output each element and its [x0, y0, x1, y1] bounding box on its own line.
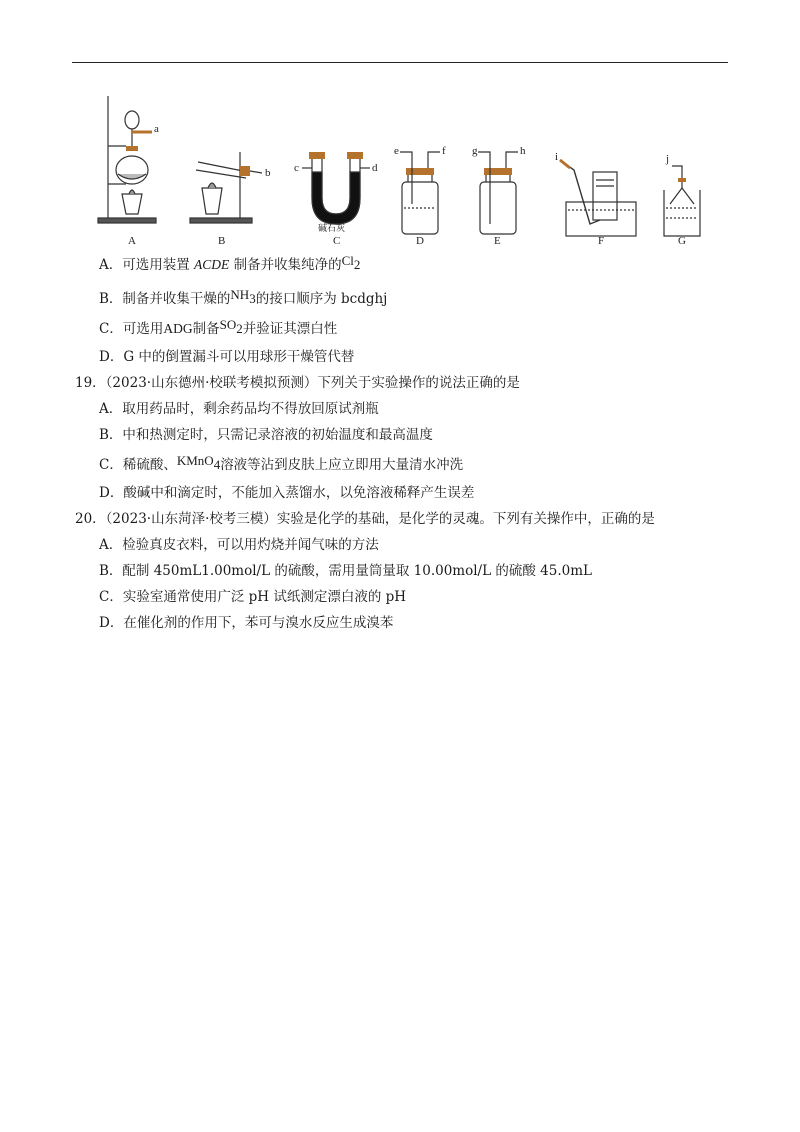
port-d: d: [372, 162, 378, 174]
label-a: A: [128, 235, 136, 247]
q19-option-c: C．稀硫酸、KMnO$_4$溶液等沾到皮肤上应立即用大量清水冲洗: [99, 453, 464, 473]
u-tube-label: 碱石灰: [318, 223, 346, 233]
apparatus-g: [664, 166, 700, 236]
apparatus-c: [302, 152, 370, 224]
port-j: j: [666, 153, 670, 165]
apparatus-d: [400, 152, 440, 234]
apparatus-b: [190, 152, 262, 223]
label-d: D: [416, 235, 424, 247]
label-c: C: [333, 235, 341, 247]
port-i: i: [555, 151, 559, 163]
port-e: e: [394, 145, 399, 157]
q18-option-b: B．制备并收集干燥的$NH_3$的接口顺序为 bcdghj: [99, 287, 388, 307]
port-h: h: [520, 145, 526, 157]
apparatus-f: [560, 160, 636, 236]
label-g: G: [678, 235, 686, 247]
q19-option-a: A．取用药品时，剩余药品均不得放回原试剂瓶: [99, 401, 379, 417]
q19-option-d: D．酸碱中和滴定时，不能加入蒸馏水，以免溶液稀释产生误差: [99, 485, 475, 501]
port-a: a: [154, 123, 159, 135]
port-g: g: [472, 145, 478, 157]
q19-stem: 19．（2023·山东德州·校联考模拟预测）下列关于实验操作的说法正确的是: [75, 375, 520, 391]
q18-option-d: D．G 中的倒置漏斗可以用球形干燥管代替: [99, 349, 355, 365]
q20-stem: 20．（2023·山东菏泽·校考三模）实验是化学的基础，是化学的灵魂。下列有关操作中，正确的是: [75, 511, 655, 527]
q20-option-b: B．配制 450mL1.00mol/L 的硫酸，需用量筒量取 10.00mol/L 的硫酸 45.0mL: [99, 563, 592, 579]
port-c: c: [294, 162, 299, 174]
header-rule: [72, 62, 728, 63]
label-f: F: [598, 235, 605, 247]
q20-option-a: A．检验真皮衣料，可以用灼烧并闻气味的方法: [99, 537, 379, 553]
q19-option-b: B．中和热测定时，只需记录溶液的初始温度和最高温度: [99, 427, 433, 443]
label-b: B: [218, 235, 226, 247]
apparatus-figure: [90, 92, 710, 247]
port-f: f: [442, 145, 446, 157]
apparatus-e: [478, 152, 518, 234]
port-b: b: [265, 167, 271, 179]
q20-option-d: D．在催化剂的作用下，苯可与溴水反应生成溴苯: [99, 615, 394, 631]
label-e: E: [494, 235, 501, 247]
q18-option-a: A．可选用装置 ACDE 制备并收集纯净的$Cl_2$: [99, 253, 361, 273]
apparatus-a: [98, 96, 156, 223]
q20-option-c: C．实验室通常使用广泛 pH 试纸测定漂白液的 pH: [99, 589, 407, 605]
q18-option-c: C．可选用ADG制备$SO_2$并验证其漂白性: [99, 317, 338, 337]
